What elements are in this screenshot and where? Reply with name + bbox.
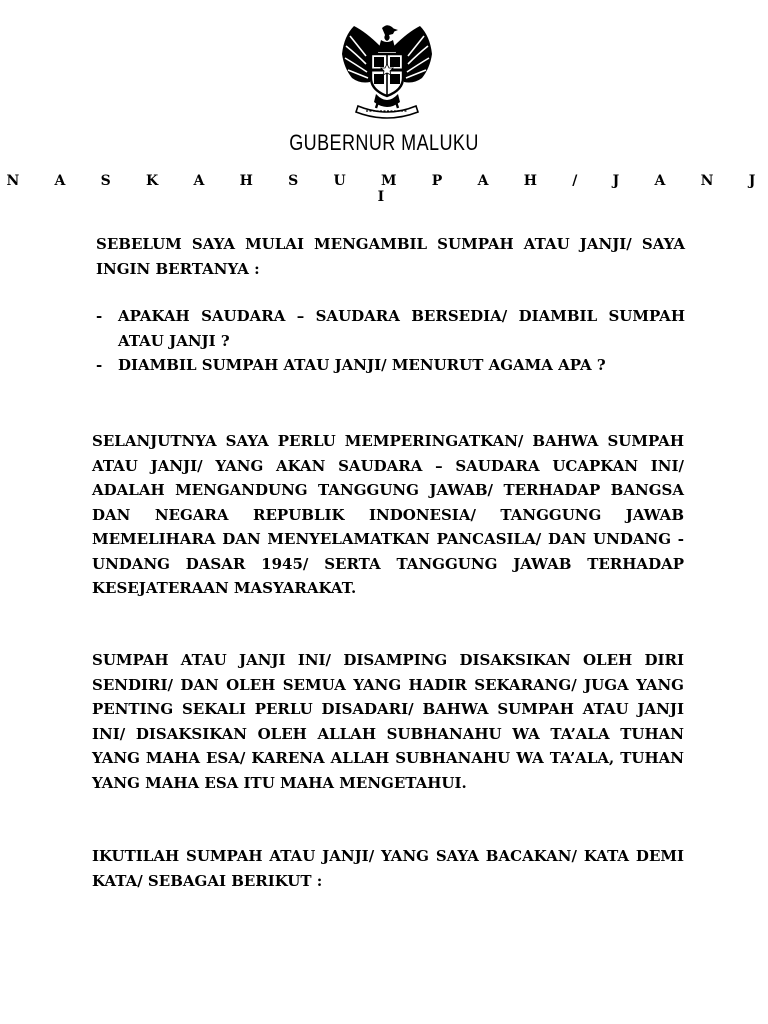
question-list bbox=[96, 304, 685, 378]
list-item-text: APAKAH SAUDARA – SAUDARA BERSEDIA/ DIAMBIL SUMPAH ATAU JANJI ? bbox=[118, 307, 685, 350]
list-item-text: DIAMBIL SUMPAH ATAU JANJI/ MENURUT AGAMA APA ? bbox=[118, 356, 606, 374]
intro-paragraph: SEBELUM SAYA MULAI MENGAMBIL SUMPAH ATAU JANJI/ SAYA INGIN BERTANYA : bbox=[96, 235, 685, 278]
list-dash: - bbox=[96, 356, 103, 374]
document-title: N A S K A H S U M P A H / J A N J I bbox=[6, 173, 762, 205]
list-item bbox=[96, 353, 685, 378]
list-item bbox=[96, 304, 685, 353]
garuda-pancasila-emblem-icon bbox=[336, 22, 438, 122]
list-dash: - bbox=[96, 307, 103, 325]
institution-heading: GUBERNUR MALUKU bbox=[289, 130, 479, 155]
instruction-paragraph: IKUTILAH SUMPAH ATAU JANJI/ YANG SAYA BACAKAN/ KATA DEMI KATA/ SEBAGAI BERIKUT : bbox=[92, 847, 684, 890]
witness-paragraph: SUMPAH ATAU JANJI INI/ DISAMPING DISAKSIKAN OLEH DIRI SENDIRI/ DAN OLEH SEMUA YANG HADIR SEKARANG/ JUGA YANG PENTING SEKALI PERLU DISADARI/ BAHWA SUMPAH ATAU JANJI INI/ DISAKSIKAN OLEH ALLAH SUBHANAHU WA TA’ALA TUHAN YANG MAHA ESA/ KARENA ALLAH SUBHANAHU WA TA’ALA, TUHAN YANG MAHA ESA ITU MAHA MENGETAHUI. bbox=[92, 651, 684, 792]
reminder-paragraph: SELANJUTNYA SAYA PERLU MEMPERINGATKAN/ BAHWA SUMPAH ATAU JANJI/ YANG AKAN SAUDARA – SAUDARA UCAPKAN INI/ ADALAH MENGANDUNG TANGGUNG JAWAB/ TERHADAP BANGSA DAN NEGARA REPUBLIK INDONESIA/ TANGGUNG JAWAB MEMELIHARA DAN MENYELAMATKAN PANCASILA/ DAN UNDANG - UNDANG DASAR 1945/ SERTA TANGGUNG JAWAB TERHADAP KESEJATERAAN MASYARAKAT. bbox=[92, 432, 684, 597]
